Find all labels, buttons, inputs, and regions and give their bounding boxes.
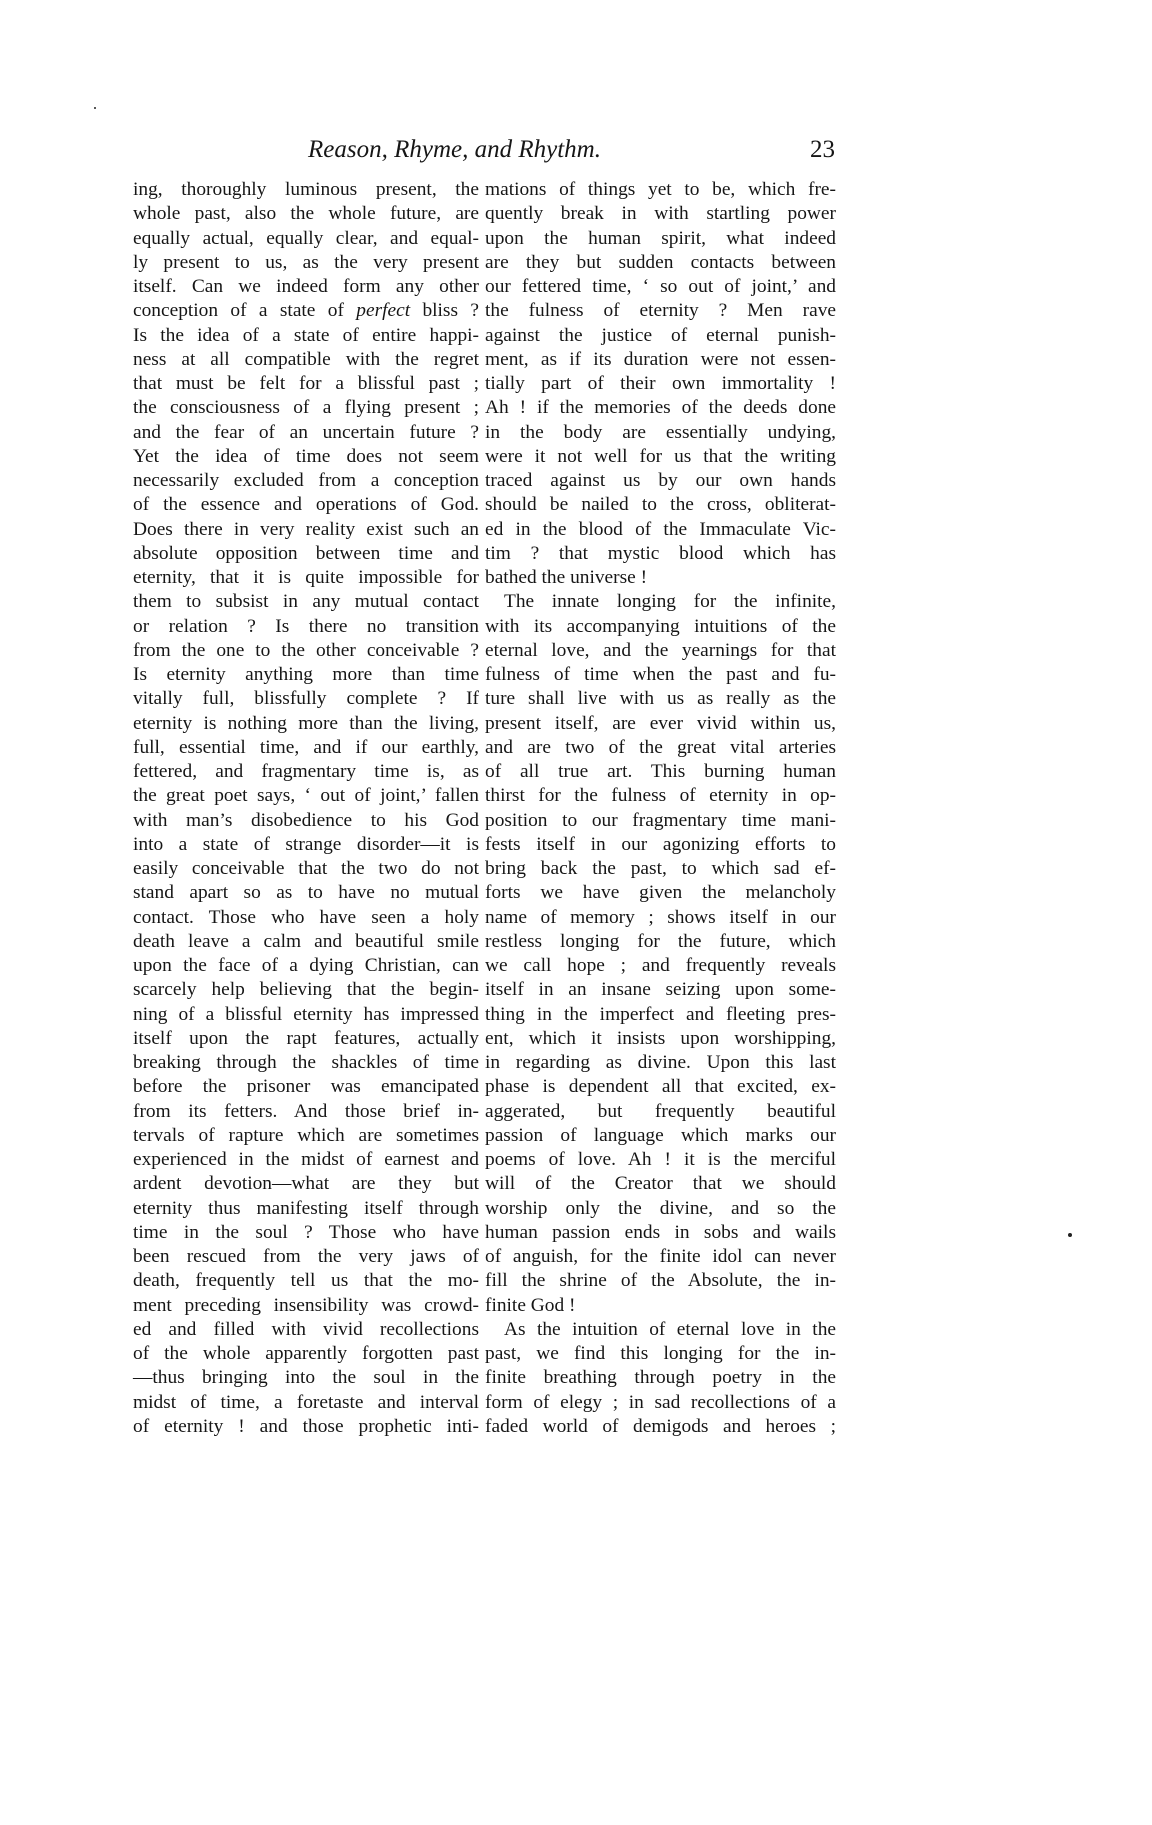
text-line: will of the Creator that we should: [485, 1173, 836, 1195]
text-line: traced against us by our own hands: [485, 470, 836, 491]
text-line: Is eternity anything more than time: [133, 664, 479, 685]
text-line: with man’s disobedience to his God: [133, 809, 479, 831]
text-line: upon the human spirit, what indeed: [485, 227, 836, 249]
text-line: aggerated, but frequently beautiful: [485, 1100, 836, 1122]
text-line: tially part of their own immortality !: [485, 373, 836, 394]
text-line: quently break in with startling power: [485, 203, 836, 225]
text-line: contact. Those who have seen a holy: [133, 906, 479, 928]
text-line: them to subsist in any mutual contact: [133, 591, 479, 613]
text-line: tim ? that mystic blood which has: [485, 542, 836, 564]
right-column: [485, 178, 836, 1439]
running-title: Reason, Rhyme, and Rhythm.: [308, 136, 601, 163]
text-line: present itself, are ever vivid within us,: [485, 712, 836, 734]
text-line: absolute opposition between time and: [133, 542, 479, 564]
text-line: Is the idea of a state of entire happi-: [133, 324, 479, 346]
text-line: in the body are essentially undying,: [485, 421, 836, 443]
text-line: forts we have given the melancholy: [485, 882, 836, 904]
text-line: necessarily excluded from a conception: [133, 470, 479, 491]
text-line: finite God !: [485, 1294, 576, 1316]
text-line: stand apart so as to have no mutual: [133, 882, 479, 904]
text-line: fests itself in our agonizing efforts to: [485, 833, 836, 855]
text-line: the great poet says, ‘ out of joint,’ fallen: [133, 785, 479, 807]
text-line: equally actual, equally clear, and equal-: [133, 227, 479, 249]
text-line: scarcely help believing that the begin-: [133, 979, 479, 1001]
text-line: phase is dependent all that excited, ex-: [485, 1076, 836, 1098]
text-line: our fettered time, ‘ so out of joint,’ and: [485, 276, 836, 297]
text-line: As the intuition of eternal love in the: [504, 1318, 836, 1340]
emphasis: perfect: [356, 300, 411, 322]
text-line: full, essential time, and if our earthly,: [133, 736, 479, 758]
text-line: into a state of strange disorder—it is: [133, 833, 479, 855]
text-line: fill the shrine of the Absolute, the in-: [485, 1270, 836, 1292]
text-line: in regarding as divine. Upon this last: [485, 1052, 836, 1073]
text-line: of the whole apparently forgotten past: [133, 1343, 479, 1364]
text-line: conception of a state of perfect bliss ?: [133, 300, 479, 322]
text-line: tervals of rapture which are sometimes: [133, 1124, 479, 1146]
text-line: midst of time, a foretaste and interval: [133, 1391, 479, 1413]
text-line: ed and filled with vivid recollections: [133, 1318, 479, 1340]
text-line: experienced in the midst of earnest and: [133, 1149, 479, 1170]
text-line: and are two of the great vital arteries: [485, 736, 836, 758]
text-line: name of memory ; shows itself in our: [485, 906, 836, 928]
scan-speck: [94, 107, 96, 109]
text-line: of the essence and operations of God.: [133, 494, 479, 516]
text-line: ing, thoroughly luminous present, the: [133, 179, 479, 200]
text-line: eternity thus manifesting itself through: [133, 1197, 479, 1219]
text-line: Does there in very reality exist such an: [133, 518, 479, 540]
text-line: passion of language which marks our: [485, 1124, 836, 1146]
text-line: itself upon the rapt features, actually: [133, 1027, 479, 1049]
text-line: death leave a calm and beautiful smile: [133, 930, 479, 952]
text-line: with its accompanying intuitions of the: [485, 615, 836, 637]
text-line: restless longing for the future, which: [485, 930, 836, 952]
text-line: worship only the divine, and so the: [485, 1197, 836, 1219]
text-line: that must be felt for a blissful past ;: [133, 373, 479, 394]
text-line: or relation ? Is there no transition: [133, 615, 479, 637]
text-line: poems of love. Ah ! it is the merciful: [485, 1149, 836, 1170]
text-line: we call hope ; and frequently reveals: [485, 955, 836, 976]
text-line: fulness of time when the past and fu-: [485, 664, 836, 685]
text-line: are they but sudden contacts between: [485, 251, 836, 273]
text-line: eternal love, and the yearnings for that: [485, 639, 836, 661]
text-line: easily conceivable that the two do not: [133, 858, 479, 879]
text-line: fettered, and fragmentary time is, as: [133, 761, 479, 782]
text-line: breaking through the shackles of time: [133, 1052, 479, 1073]
text-line: been rescued from the very jaws of: [133, 1246, 479, 1267]
text-line: itself in an insane seizing upon some-: [485, 979, 836, 1001]
text-line: ent, which it insists upon worshipping,: [485, 1027, 836, 1049]
text-line: ment, as if its duration were not essen-: [485, 348, 836, 370]
text-line: position to our fragmentary time mani-: [485, 809, 836, 831]
text-line: itself. Can we indeed form any other: [133, 276, 479, 297]
text-line: faded world of demigods and heroes ;: [485, 1415, 836, 1437]
text-line: from the one to the other conceivable ?: [133, 639, 479, 661]
text-line: past, we find this longing for the in-: [485, 1343, 836, 1364]
text-line: form of elegy ; in sad recollections of a: [485, 1391, 836, 1413]
text-line: from its fetters. And those brief in-: [133, 1100, 479, 1122]
text-line: were it not well for us that the writing: [485, 445, 836, 467]
text-line: ture shall live with us as really as the: [485, 688, 836, 710]
scan-speck: [1068, 1233, 1072, 1237]
text-line: ed in the blood of the Immaculate Vic-: [485, 518, 836, 540]
text-line: of eternity ! and those prophetic inti-: [133, 1415, 479, 1437]
running-header: [133, 136, 835, 170]
text-line: and the fear of an uncertain future ?: [133, 421, 479, 443]
text-line: vitally full, blissfully complete ? If: [133, 688, 479, 710]
text-line: should be nailed to the cross, obliterat-: [485, 494, 836, 516]
text-line: the fulness of eternity ? Men rave: [485, 300, 836, 322]
text-line: The innate longing for the infinite,: [504, 591, 836, 613]
text-line: bathed the universe !: [485, 567, 648, 588]
text-line: of anguish, for the finite idol can never: [485, 1246, 836, 1267]
text-line: bring back the past, to which sad ef-: [485, 858, 836, 879]
text-line: ly present to us, as the very present: [133, 251, 479, 273]
text-line: thirst for the fulness of eternity in op-: [485, 785, 836, 807]
text-line: eternity, that it is quite impossible for: [133, 567, 479, 588]
text-line: ment preceding insensibility was crowd-: [133, 1294, 479, 1316]
text-line: death, frequently tell us that the mo-: [133, 1270, 479, 1292]
text-line: finite breathing through poetry in the: [485, 1367, 836, 1389]
page-number: 23: [810, 136, 835, 163]
text-line: mations of things yet to be, which fre-: [485, 179, 836, 200]
left-column: [133, 178, 479, 1439]
text-line: ning of a blissful eternity has impressed: [133, 1003, 479, 1025]
text-line: human passion ends in sobs and wails: [485, 1221, 836, 1243]
text-line: whole past, also the whole future, are: [133, 203, 479, 225]
text-line: ardent devotion—what are they but: [133, 1173, 479, 1195]
text-line: time in the soul ? Those who have: [133, 1221, 479, 1243]
text-line: upon the face of a dying Christian, can: [133, 955, 479, 976]
text-line: eternity is nothing more than the living,: [133, 712, 479, 734]
text-line: Yet the idea of time does not seem: [133, 445, 479, 467]
text-line: the consciousness of a flying present ;: [133, 397, 479, 419]
text-line: —thus bringing into the soul in the: [133, 1367, 479, 1389]
text-line: before the prisoner was emancipated: [133, 1076, 479, 1098]
text-line: of all true art. This burning human: [485, 761, 836, 782]
text-line: thing in the imperfect and fleeting pres-: [485, 1003, 836, 1025]
text-line: ness at all compatible with the regret: [133, 348, 479, 370]
text-line: Ah ! if the memories of the deeds done: [485, 397, 836, 419]
text-line: against the justice of eternal punish-: [485, 324, 836, 346]
